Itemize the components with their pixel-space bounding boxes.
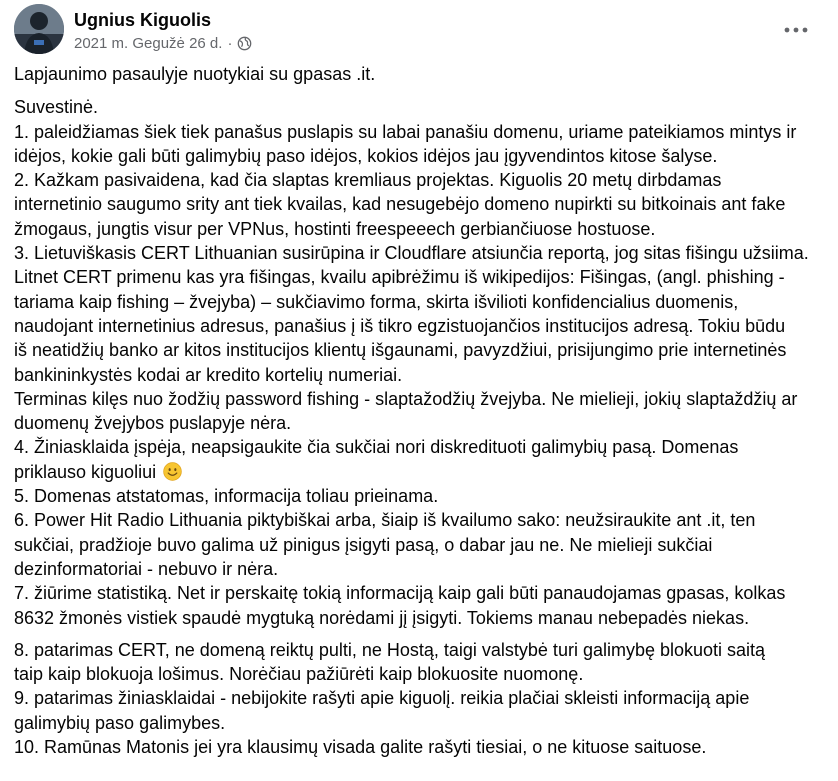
post-line: internetinio saugumo srity ant tiek kvailas, kad nesugebėjo domeno nupirkti su bitkoinais ant fake [14, 194, 786, 215]
post-line: priklauso kiguoliui [14, 461, 157, 482]
post-line: 1. paleidžiamas šiek tiek panašus puslapis su labai panašiu domenu, uriame pateikiamos mintys ir [14, 121, 797, 142]
post-line: 8632 žmonės vistiek spaudė mygtuką norėdami jį įsigyti. Tokiems manau nebepadės niekas. [14, 607, 750, 628]
avatar[interactable] [14, 4, 64, 54]
post-line: žmogaus, jungtis visur per VPNus, hostinti freespeeech gerbiančiuose hostuose. [14, 218, 656, 239]
post-line: taip kaip blokuoja lošimus. Norėčiau pažiūrėti kaip blokuosite nuomonę. [14, 664, 584, 685]
more-options-button[interactable] [778, 12, 814, 48]
post-line: 7. žiūrime statistiką. Net ir perskaitę tokią informaciją kaip gali būti panaudojamas gpasas, kolkas [14, 583, 786, 604]
post-line: 4. Žiniasklaida įspėja, neapsigaukite čia sukčiai nori diskredituoti galimybių pasą. Domenas [14, 437, 739, 458]
more-options-icon [784, 27, 808, 33]
post-line: 2. Kažkam pasivaidena, kad čia slaptas kremliaus projektas. Kiguolis 20 metų dirbdamas [14, 170, 722, 191]
post-date[interactable]: 2021 m. Gegužė 26 d. [74, 35, 223, 52]
post-line: 5. Domenas atstatomas, informacija toliau prieinama. [14, 486, 439, 507]
post-body [14, 62, 826, 759]
meta-separator: · [227, 35, 233, 52]
post-line: 10. Ramūnas Matonis jei yra klausimų visada galite rašyti tiesiai, o ne kituose saituose. [14, 737, 707, 758]
summary-title: Suvestinė. [14, 97, 99, 118]
post-line: galimybių paso galimybes. [14, 712, 226, 733]
post-line: iš neatidžių banko ar kitos institucijos klientų išgaunami, pavyzdžiui, prisijungimo prie internetinės [14, 340, 787, 361]
post-line: Litnet CERT primenu kas yra fišingas, kvailu apibrėžimu iš wikipedijos: Fišingas, (angl. phishing - [14, 267, 785, 288]
post-meta [74, 35, 252, 52]
post-line: 8. patarimas CERT, ne domeną reiktų pulti, ne Hostą, taigi valstybė turi galimybę blokuoti saitą [14, 639, 766, 660]
post-line: dezinformatoriai - nebuvo ir nėra. [14, 558, 279, 579]
globe-icon[interactable] [237, 36, 252, 51]
post-header [14, 4, 824, 56]
post-author-name[interactable]: Ugnius Kiguolis [74, 10, 211, 30]
post-line: 9. patarimas žiniasklaidai - nebijokite rašyti apie kiguolį. reikia plačiai skleisti informaciją apie [14, 688, 750, 709]
post-line: bankininkystės kodai ar kredito kortelių numeriai. [14, 364, 403, 385]
post-intro: Lapjaunimo pasaulyje nuotykiai su gpasas .it. [14, 64, 376, 84]
post-line: 6. Power Hit Radio Lithuania piktybiškai arba, šiaip iš kvailumo sako: neužsiraukite ant .it, ten [14, 510, 756, 531]
post-line-with-emoji [14, 460, 826, 484]
post-line: sukčiai, pradžioje buvo galima už pinigus įsigyti pasą, o dabar jau ne. Ne mielieji sukčiai [14, 534, 713, 555]
smile-emoji-icon [163, 462, 182, 481]
post-line: Terminas kilęs nuo žodžių password fishing - slaptažodžių žvejyba. Ne mielieji, jokių slaptaždžių ar [14, 388, 798, 409]
post-line: 3. Lietuviškasis CERT Lithuanian susirūpina ir Cloudflare atsiunčia reportą, jog sitas fišingu užsiima. [14, 243, 809, 264]
post-line: tariama kaip fishing – žvejyba) – sukčiavimo forma, skirta išvilioti konfidencialius duomenis, [14, 291, 739, 312]
post-line: duomenų žvejybos puslapyje nėra. [14, 413, 292, 434]
post-line: naudojant internetinius adresus, panašius į iš tikro egzistuojančios institucijos adresą. Tokiu būdu [14, 315, 786, 336]
post-line: idėjos, kokie gali būti galimybių paso idėjos, kokios idėjos jau įgyvendintos kitose šalyse. [14, 145, 718, 166]
